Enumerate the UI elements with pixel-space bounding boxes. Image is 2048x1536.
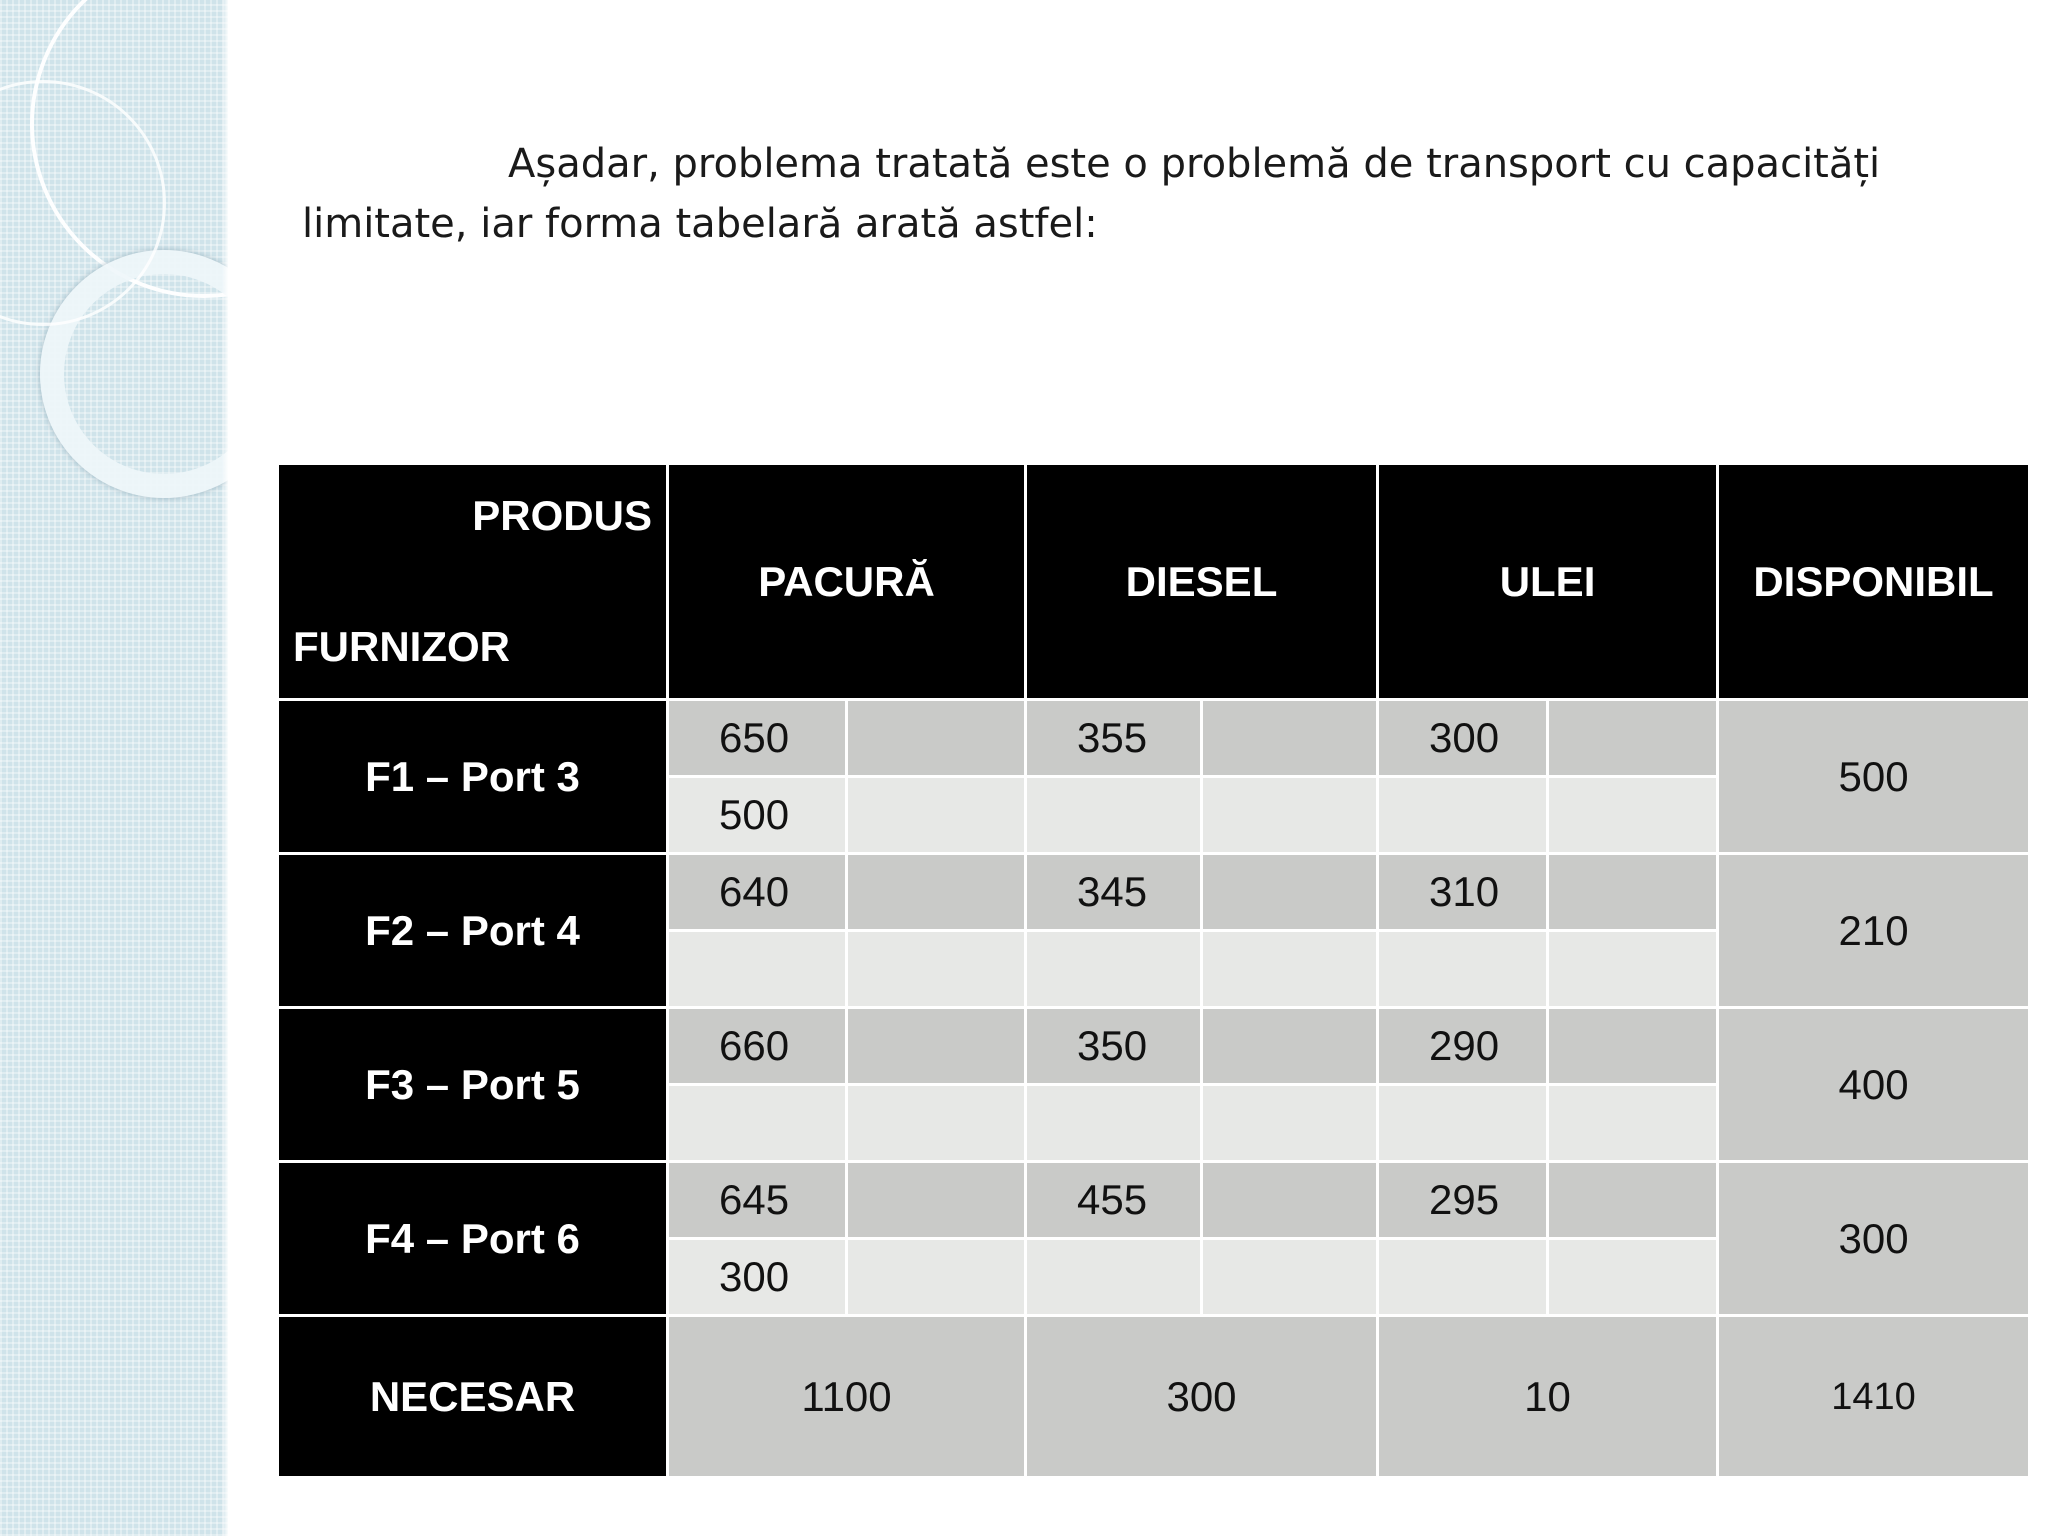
allocation-cell [1026, 1085, 1202, 1162]
empty-cell [847, 1085, 1026, 1162]
column-header-pacura: PACURĂ [668, 464, 1026, 700]
allocation-cell [1026, 1239, 1202, 1316]
transport-table [276, 462, 2031, 1479]
empty-cell [1202, 1085, 1378, 1162]
cost-cell: 350 [1026, 1008, 1202, 1085]
empty-cell [1548, 854, 1718, 931]
empty-cell [1202, 1008, 1378, 1085]
available-cell: 300 [1718, 1162, 2030, 1316]
allocation-cell [1026, 777, 1202, 854]
empty-cell [1548, 1085, 1718, 1162]
column-header-diesel: DIESEL [1026, 464, 1378, 700]
empty-cell [1202, 700, 1378, 777]
allocation-cell: 500 [668, 777, 847, 854]
supplier-row [278, 700, 2030, 777]
cost-cell: 355 [1026, 700, 1202, 777]
cost-cell: 660 [668, 1008, 847, 1085]
allocation-cell [1378, 931, 1548, 1008]
empty-cell [847, 854, 1026, 931]
cost-cell: 300 [1378, 700, 1548, 777]
cost-cell: 640 [668, 854, 847, 931]
cost-cell: 290 [1378, 1008, 1548, 1085]
column-header-ulei: ULEI [1378, 464, 1718, 700]
empty-cell [1202, 1162, 1378, 1239]
supplier-label: F2 – Port 4 [278, 854, 668, 1008]
decorative-sidebar [0, 0, 228, 1536]
empty-cell [847, 700, 1026, 777]
need-row [278, 1316, 2030, 1478]
empty-cell [1202, 931, 1378, 1008]
supplier-label: F1 – Port 3 [278, 700, 668, 854]
need-cell: 10 [1378, 1316, 1718, 1478]
allocation-cell [1378, 1239, 1548, 1316]
supplier-row [278, 854, 2030, 931]
empty-cell [1548, 777, 1718, 854]
allocation-cell [668, 931, 847, 1008]
empty-cell [1548, 1008, 1718, 1085]
allocation-cell: 300 [668, 1239, 847, 1316]
cost-cell: 310 [1378, 854, 1548, 931]
corner-top-label: PRODUS [472, 492, 652, 539]
empty-cell [847, 1162, 1026, 1239]
need-cell: 1100 [668, 1316, 1026, 1478]
corner-header [278, 464, 668, 700]
empty-cell [1548, 700, 1718, 777]
supplier-label: F4 – Port 6 [278, 1162, 668, 1316]
allocation-cell [1378, 777, 1548, 854]
cost-cell: 295 [1378, 1162, 1548, 1239]
empty-cell [1202, 777, 1378, 854]
supplier-label: F3 – Port 5 [278, 1008, 668, 1162]
need-cell: 300 [1026, 1316, 1378, 1478]
intro-paragraph: Așadar, problema tratată este o problemă de transport cu capacități limitate, iar forma tabelară arată astfel: [302, 141, 1881, 247]
cost-cell: 345 [1026, 854, 1202, 931]
empty-cell [847, 1239, 1026, 1316]
empty-cell [1548, 1239, 1718, 1316]
cost-cell: 650 [668, 700, 847, 777]
supplier-row [278, 1008, 2030, 1085]
available-cell: 500 [1718, 700, 2030, 854]
header-row [278, 464, 2030, 700]
allocation-cell [1378, 1085, 1548, 1162]
empty-cell [1202, 1239, 1378, 1316]
empty-cell [847, 777, 1026, 854]
allocation-cell [1026, 931, 1202, 1008]
supplier-row [278, 1162, 2030, 1239]
total-cell: 1410 [1718, 1316, 2030, 1478]
available-cell: 400 [1718, 1008, 2030, 1162]
allocation-cell [668, 1085, 847, 1162]
empty-cell [1548, 931, 1718, 1008]
empty-cell [847, 1008, 1026, 1085]
empty-cell [1548, 1162, 1718, 1239]
cost-cell: 645 [668, 1162, 847, 1239]
available-cell: 210 [1718, 854, 2030, 1008]
empty-cell [847, 931, 1026, 1008]
column-header-disponibil: DISPONIBIL [1718, 464, 2030, 700]
need-label: NECESAR [278, 1316, 668, 1478]
corner-bottom-label: FURNIZOR [293, 623, 510, 670]
empty-cell [1202, 854, 1378, 931]
cost-cell: 455 [1026, 1162, 1202, 1239]
